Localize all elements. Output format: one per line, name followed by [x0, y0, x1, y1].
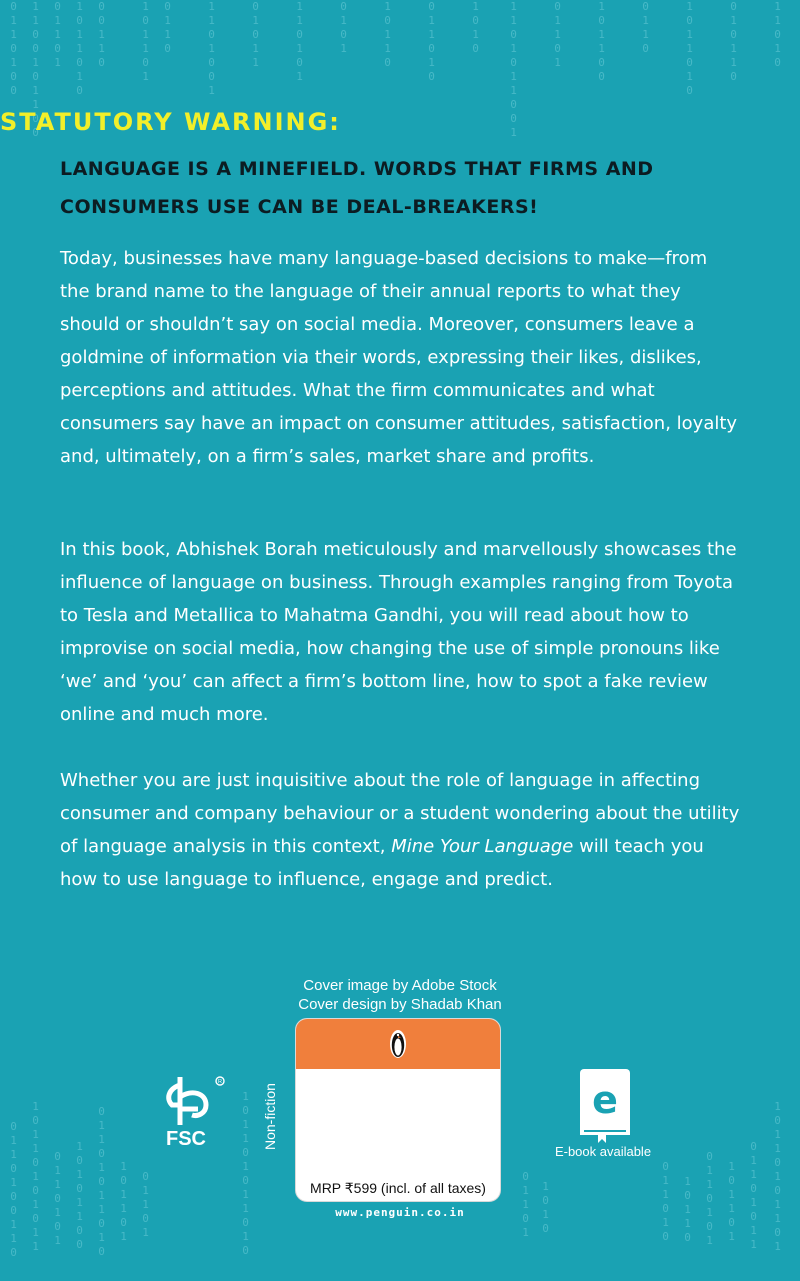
binary-column: 101101011010: [239, 1090, 252, 1258]
binary-column: 01101011010: [95, 1105, 108, 1259]
fsc-label: FSC: [166, 1128, 206, 1150]
binary-column: 011010: [425, 0, 438, 84]
binary-column: 0110: [639, 0, 652, 56]
binary-column: 101101: [117, 1160, 130, 1244]
cover-image-credit: Cover image by Adobe Stock: [303, 977, 497, 994]
binary-column: 101100: [595, 0, 608, 84]
binary-column: 0110: [161, 0, 174, 56]
paragraph-3-start: Whether you are just inquisitive about the role of language in affecting consumer and company behaviour or a student wondering about the utility of language analysis in this context,: [60, 770, 740, 857]
binary-column: 1101011001: [507, 0, 520, 140]
binary-column: 00110: [95, 0, 108, 70]
penguin-logo-icon: [388, 1027, 408, 1059]
binary-column: 011010: [659, 1160, 672, 1244]
binary-column: 11010: [771, 0, 784, 70]
book-title: Mine Your Language: [391, 836, 574, 857]
binary-column: 01101011: [747, 1140, 760, 1252]
ebook-icon: [578, 1067, 632, 1143]
binary-column: 0101: [337, 0, 350, 56]
binary-column: 0110100110: [7, 1120, 20, 1260]
svg-text:R: R: [218, 1079, 222, 1086]
warning-line-2: CONSUMERS USE CAN BE DEAL-BREAKERS!: [60, 196, 539, 218]
binary-column: 1011010: [73, 0, 86, 98]
binary-column: 010110: [727, 0, 740, 84]
binary-column: 10110101011: [29, 1100, 42, 1254]
binary-column: 1100101100: [29, 0, 42, 140]
binary-column: 01101: [551, 0, 564, 70]
binary-column: 1010: [539, 1180, 552, 1236]
cover-design-credit: Cover design by Shadab Khan: [298, 996, 502, 1013]
publisher-band: [296, 1019, 500, 1069]
binary-column: 01101: [51, 0, 64, 70]
publisher-website: www.penguin.co.in: [335, 1206, 465, 1219]
binary-column: 1011010: [683, 0, 696, 98]
binary-column: 0110101: [51, 1150, 64, 1248]
binary-column: 10101100: [73, 1140, 86, 1252]
binary-column: 10110101101: [771, 1100, 784, 1254]
blurb-paragraph-1: Today, businesses have many language-based decisions to make—from the brand name to the language of their annual reports to what they should or shouldn’t say on social media. Moreover, consumers leave a goldmine of information via their words, expressing their likes, dislikes, perceptions and attitudes. What the firm communicates and what consumers say have an impact on consumer attitudes, satisfaction, loyalty and, ultimately, on a firm’s sales, market share and profits.: [60, 248, 738, 467]
svg-text:e: e: [592, 1078, 618, 1122]
paragraph-3-end: will teach you how to use language to influence, engage and predict.: [60, 836, 704, 890]
binary-column: 101101: [725, 1160, 738, 1244]
ebook-available-label: E-book available: [554, 1144, 652, 1159]
binary-column: 10110: [681, 1175, 694, 1245]
binary-column: 01101: [519, 1170, 532, 1240]
warning-title: STATUTORY WARNING:: [0, 108, 341, 136]
binary-column: 01101: [139, 1170, 152, 1240]
binary-column: 0110100: [7, 0, 20, 98]
binary-column: 101101: [139, 0, 152, 84]
blurb-paragraph-2: In this book, Abhishek Borah meticulously and marvellously showcases the influence of language on business. Through examples ranging from Toyota to Tesla and Metallica to Mahatma Gandhi, you will read about how to improvise on social media, how changing the use of simple pronouns like ‘we’ and ‘you’ can affect a firm’s bottom line, how to spot a fake review online and much more.: [60, 539, 737, 725]
price-text: MRP ₹599 (incl. of all taxes): [310, 1180, 486, 1196]
binary-column: 1010: [469, 0, 482, 56]
blurb-paragraph-3: [60, 764, 740, 896]
binary-column: 110101: [293, 0, 306, 84]
warning-body: [60, 150, 740, 226]
binary-column: 01011: [249, 0, 262, 70]
binary-column: 1101001: [205, 0, 218, 98]
category-label: Non-fiction: [262, 1083, 278, 1150]
cover-credits: [0, 976, 800, 1014]
binary-column: 0110101: [703, 1150, 716, 1248]
binary-column: 10110: [381, 0, 394, 70]
warning-line-1: LANGUAGE IS A MINEFIELD. WORDS THAT FIRMS AND: [60, 158, 654, 180]
price-label-box: [295, 1018, 501, 1202]
